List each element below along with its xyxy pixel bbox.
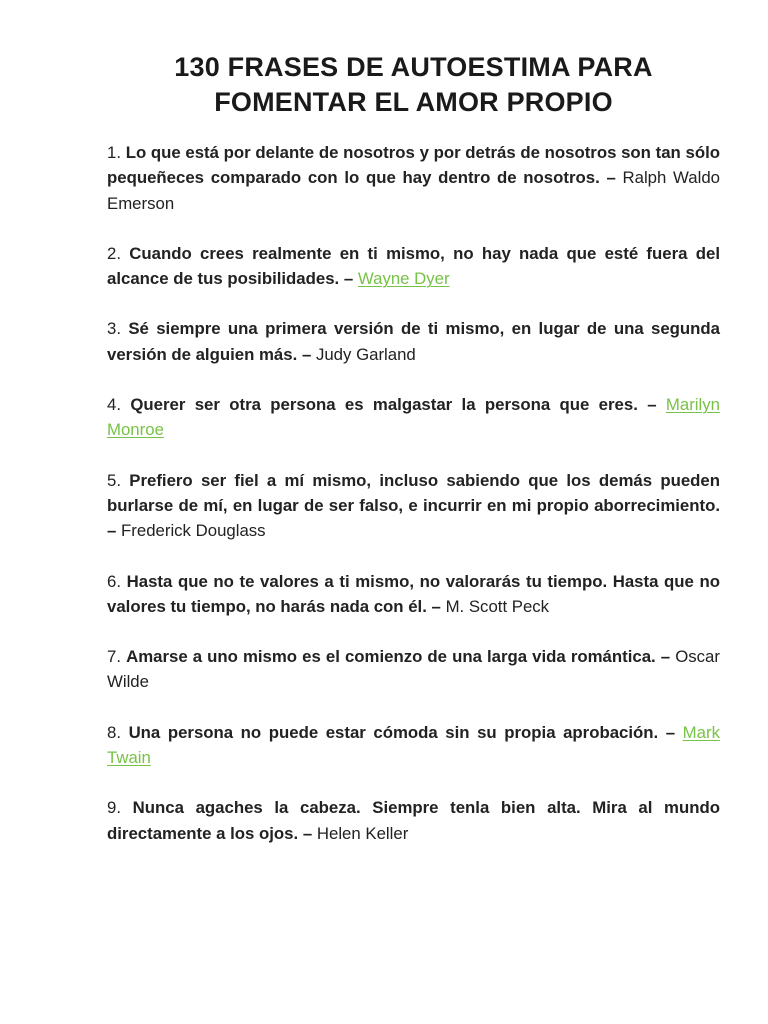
quote-item [107, 241, 720, 292]
quote-dash: – [606, 168, 616, 188]
quote-number: 7. [107, 647, 121, 667]
quote-text: Cuando crees realmente en ti mismo, no hay nada que esté fuera del alcance de tus posibilidades. [107, 243, 720, 289]
quote-dash: – [107, 521, 117, 541]
title-line-1: 130 FRASES DE AUTOESTIMA PARA [174, 52, 653, 82]
quote-dash: – [431, 596, 441, 616]
quote-text: Nunca agaches la cabeza. Siempre tenla bien alta. Mira al mundo directamente a los ojos. [107, 798, 720, 843]
quote-author-link[interactable]: Mark Twain [107, 722, 720, 768]
quote-text: Lo que está por delante de nosotros y por detrás de nosotros son tan sólo pequeñeces comparado con lo que hay dentro de nosotros. [107, 143, 720, 188]
quote-text: Querer ser otra persona es malgastar la persona que eres. [130, 395, 638, 415]
quote-item [107, 140, 720, 216]
quote-dash: – [660, 647, 671, 667]
page-title [107, 50, 720, 120]
quote-dash: – [647, 395, 657, 415]
quote-text: Hasta que no te valores a ti mismo, no valorarás tu tiempo. Hasta que no valores tu tiempo, no harás nada con él. [107, 571, 720, 616]
quote-author: Helen Keller [316, 823, 409, 843]
quote-author-link[interactable]: Marilyn Monroe [107, 395, 720, 440]
quote-item [107, 569, 720, 620]
quote-text: Sé siempre una primera versión de ti mismo, en lugar de una segunda versión de alguien más. [107, 319, 720, 364]
quote-number: 5. [107, 470, 121, 490]
quote-number: 9. [107, 798, 121, 818]
quote-author: Judy Garland [315, 344, 416, 364]
quote-number: 1. [107, 143, 121, 162]
quote-number: 8. [107, 722, 121, 742]
quote-text: Una persona no puede estar cómoda sin su propia aprobación. [128, 722, 659, 742]
quote-dash: – [302, 823, 313, 843]
quote-number: 4. [107, 395, 121, 415]
quote-author: M. Scott Peck [445, 596, 550, 616]
quote-text: Prefiero ser fiel a mí mismo, incluso sabiendo que los demás pueden burlarse de mí, en lugar de ser falso, e incurrir en mi propio aborrecimiento. [107, 470, 720, 515]
quote-dash: – [343, 269, 354, 289]
quote-item [107, 795, 720, 846]
title-line-2: FOMENTAR EL AMOR PROPIO [214, 87, 613, 117]
quote-text: Amarse a uno mismo es el comienzo de una larga vida romántica. [126, 647, 656, 667]
quote-item [107, 316, 720, 367]
quote-author: Frederick Douglass [121, 521, 266, 541]
quote-dash: – [301, 344, 312, 364]
quote-number: 2. [107, 243, 121, 263]
quote-item [107, 644, 720, 695]
quote-dash: – [665, 722, 676, 742]
quote-list [107, 140, 720, 846]
quote-item [107, 392, 720, 443]
quote-author: Ralph Waldo Emerson [107, 168, 720, 213]
quote-number: 3. [107, 319, 121, 339]
quote-author-link[interactable]: Wayne Dyer [357, 269, 450, 289]
quote-author: Oscar Wilde [107, 647, 720, 692]
quote-item [107, 720, 720, 771]
quote-item [107, 468, 720, 544]
quote-number: 6. [107, 571, 121, 591]
